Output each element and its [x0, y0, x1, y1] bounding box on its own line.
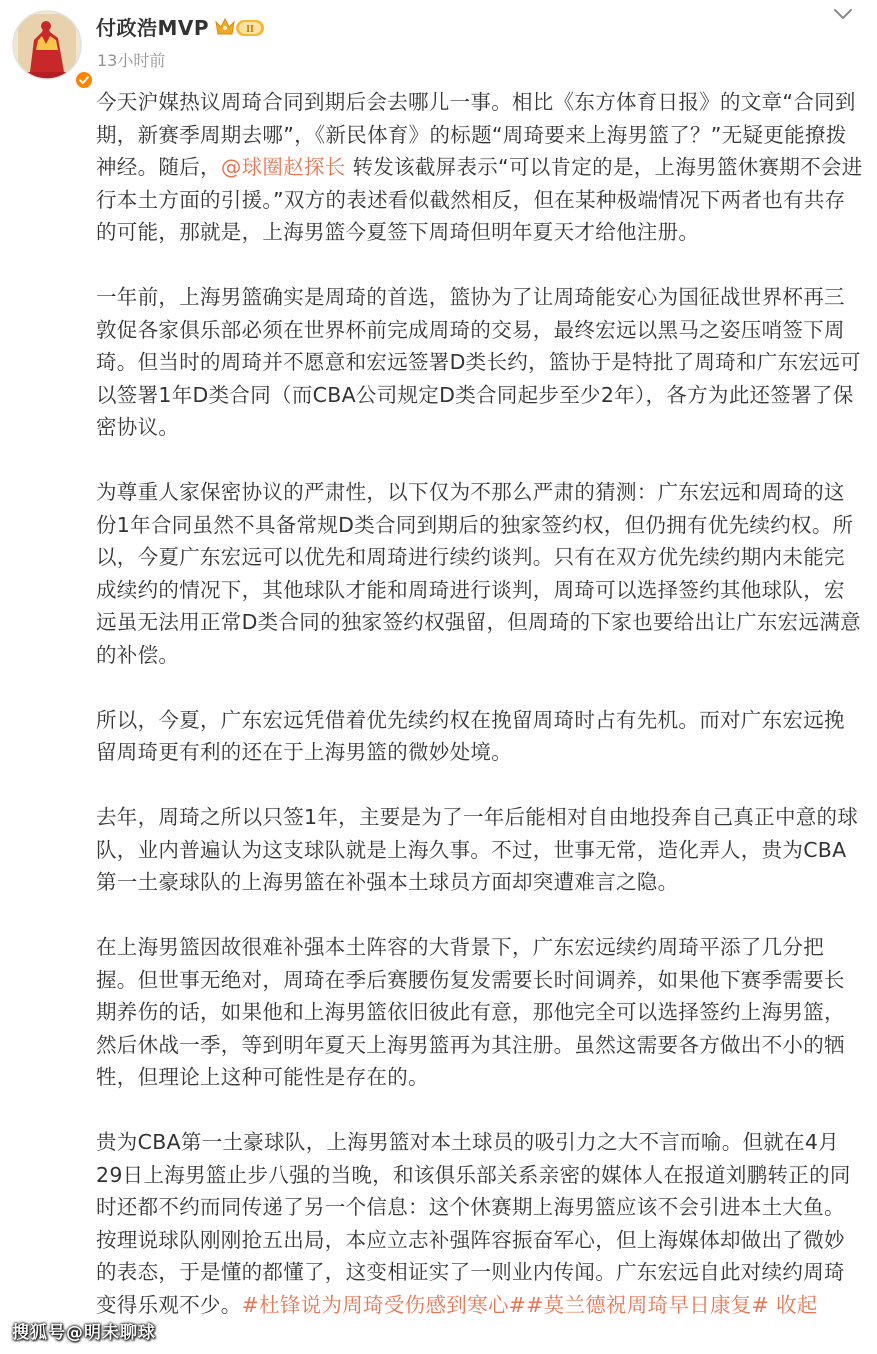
verified-icon	[74, 70, 94, 90]
watermark: 搜狐号@明未聊球	[12, 1323, 156, 1343]
chevron-down-icon[interactable]	[832, 6, 854, 20]
avatar-image	[12, 10, 82, 80]
collapse-button[interactable]: 收起	[775, 1292, 818, 1317]
paragraph	[96, 86, 864, 249]
paragraph-text: 今天沪媒热议周琦合同到期后会去哪儿一事。相比《东方体育日报》的文章“合同到期，新赛季周期去哪”，《新民体育》的标题“周琦要来上海男篮了？”无疑更能撩拨神经。随后，	[96, 90, 856, 179]
paragraph	[96, 1126, 864, 1321]
paragraph: 在上海男篮因故很难补强本土阵容的大背景下，广东宏远续约周琦平添了几分把握。但世事无绝对，周琦在季后赛腰伤复发需要长时间调养，如果他下赛季需要长期养伤的话，如果他和上海男篮依旧彼此有意，那他完全可以选择签约上海男篮，然后休战一季，等到明年夏天上海男篮再为其注册。虽然这需要各方做出不小的牺牲，但理论上这种可能性是存在的。	[96, 935, 845, 1089]
username[interactable]: 付政浩MVP	[96, 16, 210, 40]
paragraph: 为尊重人家保密协议的严肃性，以下仅为不那么严肃的猜测：广东宏远和周琦的这份1年合同虽然不具备常规D类合同到期后的独家签约权，但仍拥有优先续约权。所以，今夏广东宏远可以优先和周琦进行续约谈判。只有在双方优先续约期内未能完成续约的情况下，其他球队才能和周琦进行谈判，周琦可以选择签约其他球队，宏远虽无法用正常D类合同的独家签约权强留，但周琦的下家也要给出让广东宏远满意的补偿。	[96, 480, 861, 667]
avatar[interactable]	[12, 10, 82, 80]
post-content	[96, 86, 864, 1354]
vip-badge-icon	[214, 16, 268, 40]
svg-text:II: II	[246, 24, 254, 35]
topic-link[interactable]: #杜锋说为周琦受伤感到寒心#	[241, 1292, 527, 1317]
paragraph-text: 转发该截屏表示“可以肯定的是，上海男篮休赛期不会进行本土方面的引援。”双方的表述看似截然相反，但在某种极端情况下两者也有共存的可能，那就是，上海男篮今夏签下周琦但明年夏天才给他注册。	[96, 155, 863, 244]
paragraph-text: 贵为CBA第一土豪球队，上海男篮对本土球员的吸引力之大不言而喻。但就在4月29日上海男篮止步八强的当晚，和该俱乐部关系亲密的媒体人在报道刘鹏转正的同时还都不约而同传递了另一个信息：这个休赛期上海男篮应该不会引进本土大鱼。按理说球队刚刚抢五出局，本应立志补强阵容振奋军心，但上海媒体却做出了微妙的表态，于是懂的都懂了，这变相证实了一则业内传闻。广东宏远自此对续约周琦变得乐观不少。	[96, 1130, 851, 1317]
post-time: 13小时前	[97, 51, 166, 70]
post-header	[0, 0, 877, 90]
topic-link[interactable]: #莫兰德祝周琦早日康复#	[526, 1292, 770, 1317]
mention-link[interactable]: @球圈赵探长	[220, 155, 346, 179]
paragraph: 去年，周琦之所以只签1年，主要是为了一年后能相对自由地投奔自己真正中意的球队，业内普遍认为这支球队就是上海久事。不过，世事无常，造化弄人，贵为CBA第一土豪球队的上海男篮在补强本土球员方面却突遭难言之隐。	[96, 805, 859, 894]
paragraph: 所以，今夏，广东宏远凭借着优先续约权在挽留周琦时占有先机。而对广东宏远挽留周琦更有利的还在于上海男篮的微妙处境。	[96, 707, 845, 764]
paragraph: 一年前，上海男篮确实是周琦的首选，篮协为了让周琦能安心为国征战世界杯再三敦促各家俱乐部必须在世界杯前完成周琦的交易，最终宏远以黑马之姿压哨签下周琦。但当时的周琦并不愿意和宏远签署D类长约，篮协于是特批了周琦和广东宏远可以签署1年D类合同（而CBA公司规定D类合同起步至少2年），各方为此还签署了保密协议。	[96, 285, 861, 439]
